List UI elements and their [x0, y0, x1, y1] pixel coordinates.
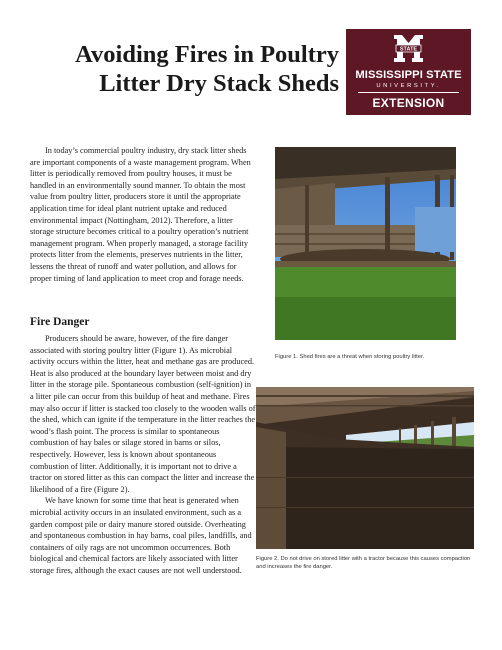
title-line-1: Avoiding Fires in Poultry [75, 41, 339, 68]
intro-section [30, 145, 256, 284]
fire-danger-heading: Fire Danger [30, 316, 90, 328]
university-subtitle: UNIVERSITY. [376, 83, 441, 89]
figure-2-caption: Figure 2. Do not drive on stored litter with a tractor because this causes compaction and increases the fire danger. [256, 556, 471, 570]
document-title [44, 40, 339, 98]
litter-photo-illustration [256, 387, 474, 549]
logo-divider [358, 92, 459, 93]
extension-label: EXTENSION [372, 96, 445, 110]
title-line-2: Litter Dry Stack Sheds [99, 70, 339, 97]
fire-danger-paragraph-1: Producers should be aware, however, of the fire danger associated with storing poultry litter (Figure 1). As microbial activity occurs within the litter, heat and methane gas are produced. Heat is also produced at the boundary layer between moist and dry litter in the storage pile. Spontaneous combustion (self-ignition) in a litter pile can occur from this buildup of heat and methane. Fires may also occur if litter is stacked too closely to the wooden walls of the shed, which can ignite if the temperature in the litter reaches the wood’s flash point. The process is similar to spontaneous combustion of hay bales or silage stored in barns or silos, respectively. However, less is known about spontaneous combustion of litter. Additionally, it is important not to drive a tractor on stored litter as this can compact the litter and increase the likelihood of a fire (Figure 2). [30, 334, 256, 494]
fire-danger-section [30, 333, 256, 576]
university-name: MISSISSIPPI STATE [355, 69, 462, 81]
shed-photo-illustration [275, 147, 456, 340]
figure-1-shed-photo [275, 147, 456, 340]
emblem-label: STATE [399, 46, 418, 53]
intro-paragraph: In today’s commercial poultry industry, dry stack litter sheds are important components of a waste management program. When litter is periodically removed from poultry houses, it must be handled in an environmentally sound manner. To obtain the most value from poultry litter, producers store it until the appropriate application time for ideal plant nutrient uptake and reduced environmental impact (Nottingham, 2012). Therefore, a litter storage structure becomes critical to a poultry operation’s nutrient management program. When properly managed, a storage facility protects litter from the elements, preserves nutrients in the litter, lessens the threat of runoff and water pollution, and allows for proper timing of land application to meet crop and forage needs. [30, 146, 251, 283]
figure-1-caption: Figure 1. Shed fires are a threat when storing poultry litter. [275, 354, 425, 360]
fire-danger-paragraph-2: We have known for some time that heat is generated when microbial activity occurs in an insulated environment, such as a garden compost pile or dairy manure stored outside. Overheating and spontaneous combustion in hay barns, coal piles, landfills, and containers of oily rags are not uncommon occurrences. Both biological and chemical factors are likely associated with litter storage fires, although the exact causes are not well understood. [30, 496, 252, 575]
figure-2-stored-litter-photo [256, 387, 474, 549]
msu-m-emblem-icon [393, 34, 424, 63]
msu-extension-logo [346, 29, 471, 115]
